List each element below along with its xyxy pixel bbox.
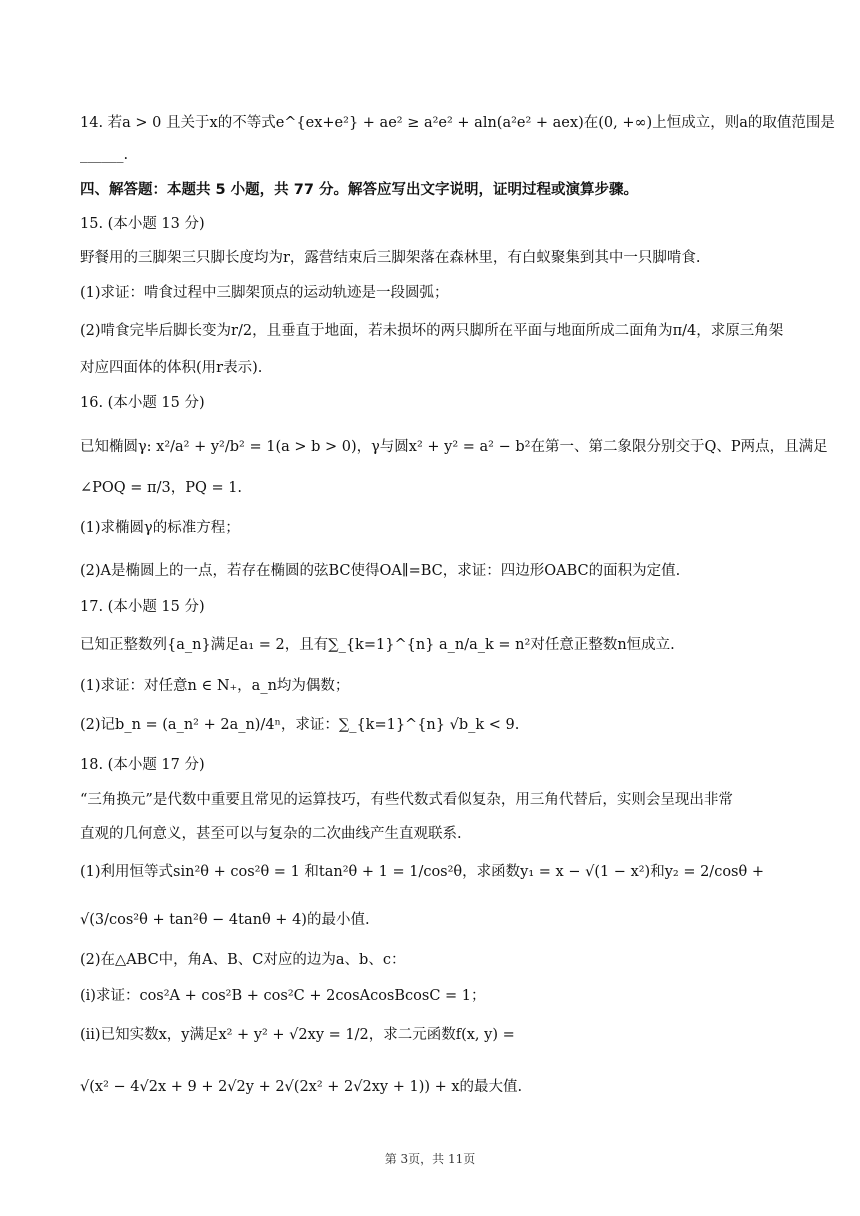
text-line: “三角换元”是代数中重要且常见的运算技巧，有些代数式看似复杂，用三角代替后，实则会呈现出非常	[80, 792, 733, 808]
page-footer: 第 3页，共 11页	[384, 1152, 476, 1166]
text-line: (2)A是椭圆上的一点，若存在椭圆的弦BC使得OA∥=BC，求证：四边形OABC的面积为定值.	[80, 563, 681, 579]
text-line: 18. (本小题 17 分)	[80, 757, 205, 773]
text-line: 已知正整数列{a_n}满足a₁ = 2，且有∑_{k=1}^{n} a_n/a_k = n²对任意正整数n恒成立.	[80, 637, 675, 653]
text-line: (1)求证：啃食过程中三脚架顶点的运动轨迹是一段圆弧；	[80, 285, 449, 301]
text-line: 14. 若a > 0 且关于x的不等式e^{ex+e²} + ae² ≥ a²e² + aln(a²e² + aex)在(0, +∞)上恒成立，则a的取值范围是	[80, 115, 835, 131]
text-line: (2)啃食完毕后脚长变为r/2，且垂直于地面，若未损坏的两只脚所在平面与地面所成二面角为π/4，求原三角架	[80, 323, 784, 339]
text-line: (1)求椭圆γ的标准方程；	[80, 520, 240, 536]
text-line: (i)求证：cos²A + cos²B + cos²C + 2cosAcosBcosC = 1；	[80, 988, 486, 1004]
text-line: 17. (本小题 15 分)	[80, 599, 205, 615]
text-line: 已知椭圆γ: x²/a² + y²/b² = 1(a > b > 0)，γ与圆x² + y² = a² − b²在第一、第二象限分别交于Q、P两点，且满足	[80, 439, 828, 455]
text-line: (2)在△ABC中，角A、B、C对应的边为a、b、c：	[80, 952, 406, 968]
text-line: 16. (本小题 15 分)	[80, 395, 205, 411]
text-line: ______.	[80, 147, 129, 163]
text-line: √(3/cos²θ + tan²θ − 4tanθ + 4)的最小值.	[80, 912, 370, 928]
text-line: √(x² − 4√2x + 9 + 2√2y + 2√(2x² + 2√2xy + 1)) + x的最大值.	[80, 1079, 523, 1095]
text-line: 15. (本小题 13 分)	[80, 216, 205, 232]
text-line: 四、解答题：本题共 5 小题，共 77 分。解答应写出文字说明，证明过程或演算步骤。	[80, 182, 638, 198]
text-line: 直观的几何意义，甚至可以与复杂的二次曲线产生直观联系.	[80, 826, 462, 842]
text-line: (1)利用恒等式sin²θ + cos²θ = 1 和tan²θ + 1 = 1/cos²θ，求函数y₁ = x − √(1 − x²)和y₂ = 2/cosθ +	[80, 864, 764, 880]
text-line: (2)记b_n = (a_n² + 2a_n)/4ⁿ，求证：∑_{k=1}^{n} √b_k < 9.	[80, 717, 520, 733]
text-line: ∠POQ = π/3，PQ = 1.	[80, 480, 243, 496]
text-line: (1)求证：对任意n ∈ N₊，a_n均为偶数；	[80, 678, 350, 694]
text-line: 对应四面体的体积(用r表示).	[80, 360, 263, 376]
text-line: (ii)已知实数x，y满足x² + y² + √2xy = 1/2，求二元函数f(x, y) =	[80, 1027, 515, 1043]
text-line: 野餐用的三脚架三只脚长度均为r，露营结束后三脚架落在森林里，有白蚁聚集到其中一只脚啃食.	[80, 250, 701, 266]
